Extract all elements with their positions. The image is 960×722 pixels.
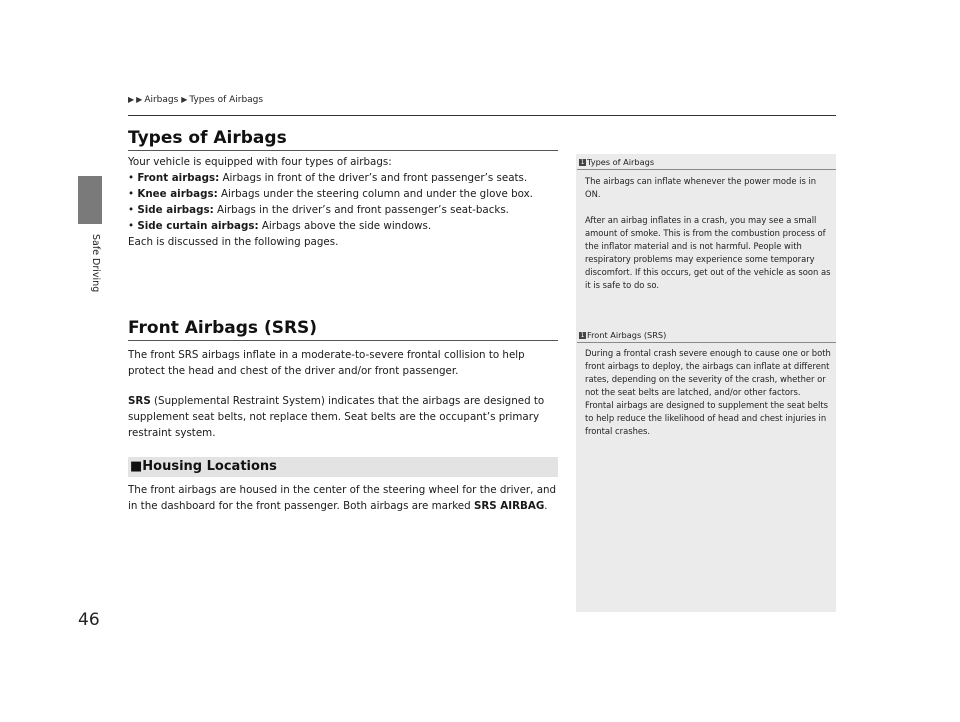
paragraph: The front airbags are housed in the center of the steering wheel for the driver, and in the dashboard for the front passenger. Both airbags are marked SRS AIRBAG. [128, 484, 557, 512]
note-marker-icon: 1 [580, 332, 585, 339]
note-paragraph: After an airbag inflates in a crash, you may see a small amount of smoke. This is from the combustion process of the inflator material and is not harmful. People with respiratory problems may experience some temporary discomfort. If this occurs, get out of the vehicle as soon as it is safe to do so. [585, 215, 831, 290]
bullet-term: Side curtain airbags: [137, 220, 259, 232]
section-label: Safe Driving [90, 234, 101, 293]
title-underline [128, 340, 558, 341]
note-marker-icon: 1 [580, 159, 585, 166]
bullet-text: Airbags above the side windows. [258, 220, 432, 232]
title-underline [128, 150, 558, 151]
subsection-title-housing-locations: ■Housing Locations [130, 459, 277, 474]
srs-airbag-term: SRS AIRBAG [473, 500, 545, 512]
page-number: 46 [78, 610, 100, 630]
breadcrumb-arrow-icon: ▶ [136, 95, 143, 104]
breadcrumb-item-airbags[interactable]: Airbags [144, 95, 179, 105]
breadcrumb-arrow-icon: ▶ [128, 95, 135, 104]
bullet-text: Airbags under the steering column and under the glove box. [217, 188, 533, 200]
note-title-front-airbags: 1 Front Airbags (SRS) [580, 330, 667, 340]
paragraph: SRS (Supplemental Restraint System) indicates that the airbags are designed to supplement seat belts, not replace them. Seat belts are the occupant’s primary restraint system. [128, 395, 545, 439]
list-item: • Front airbags: Airbags in front of the driver’s and front passenger’s seats. [128, 172, 528, 184]
list-item: • Side airbags: Airbags in the driver’s and front passenger’s seat-backs. [128, 204, 509, 216]
breadcrumb [128, 95, 263, 105]
section-title-front-airbags: Front Airbags (SRS) [128, 318, 318, 338]
breadcrumb-arrow-icon: ▶ [181, 95, 188, 104]
section2-body [128, 347, 560, 441]
paragraph: The front SRS airbags inflate in a moderate-to-severe frontal collision to help protect the head and chest of the driver and/or front passenger. [128, 349, 525, 377]
list-item: • Knee airbags: Airbags under the steering column and under the glove box. [128, 188, 533, 200]
subsection-body [128, 482, 560, 514]
note-paragraph: During a frontal crash severe enough to cause one or both front airbags to deploy, the airbags can inflate at different rates, depending on the severity of the crash, whether or not the seat belts are latched, and/or other factors. Frontal airbags are designed to supplement the seat belts to help reduce the likelihood of head and chest injuries in frontal crashes. [585, 348, 831, 436]
note-body [585, 347, 831, 451]
note-paragraph: The airbags can inflate whenever the power mode is in ON. [585, 176, 817, 199]
bullet-term: Side airbags: [137, 204, 214, 216]
note-body [585, 175, 831, 305]
breadcrumb-item-types-of-airbags[interactable]: Types of Airbags [189, 95, 264, 105]
srs-term: SRS [128, 395, 151, 407]
note-divider [577, 342, 836, 343]
note-divider [577, 169, 836, 170]
list-item: • Side curtain airbags: Airbags above the side windows. [128, 220, 432, 232]
section1-body [128, 154, 568, 250]
bullet-term: Front airbags: [137, 172, 220, 184]
note-title-types-of-airbags: 1 Types of Airbags [580, 157, 655, 167]
intro-text: Your vehicle is equipped with four types of airbags: [128, 156, 392, 168]
outro-text: Each is discussed in the following pages. [128, 236, 339, 248]
bullet-text: Airbags in front of the driver’s and front passenger’s seats. [219, 172, 528, 184]
bullet-term: Knee airbags: [137, 188, 218, 200]
section-title-types-of-airbags: Types of Airbags [128, 128, 287, 148]
bullet-text: Airbags in the driver’s and front passenger’s seat-backs. [213, 204, 509, 216]
section-tab [78, 176, 102, 224]
header-divider [128, 115, 836, 116]
